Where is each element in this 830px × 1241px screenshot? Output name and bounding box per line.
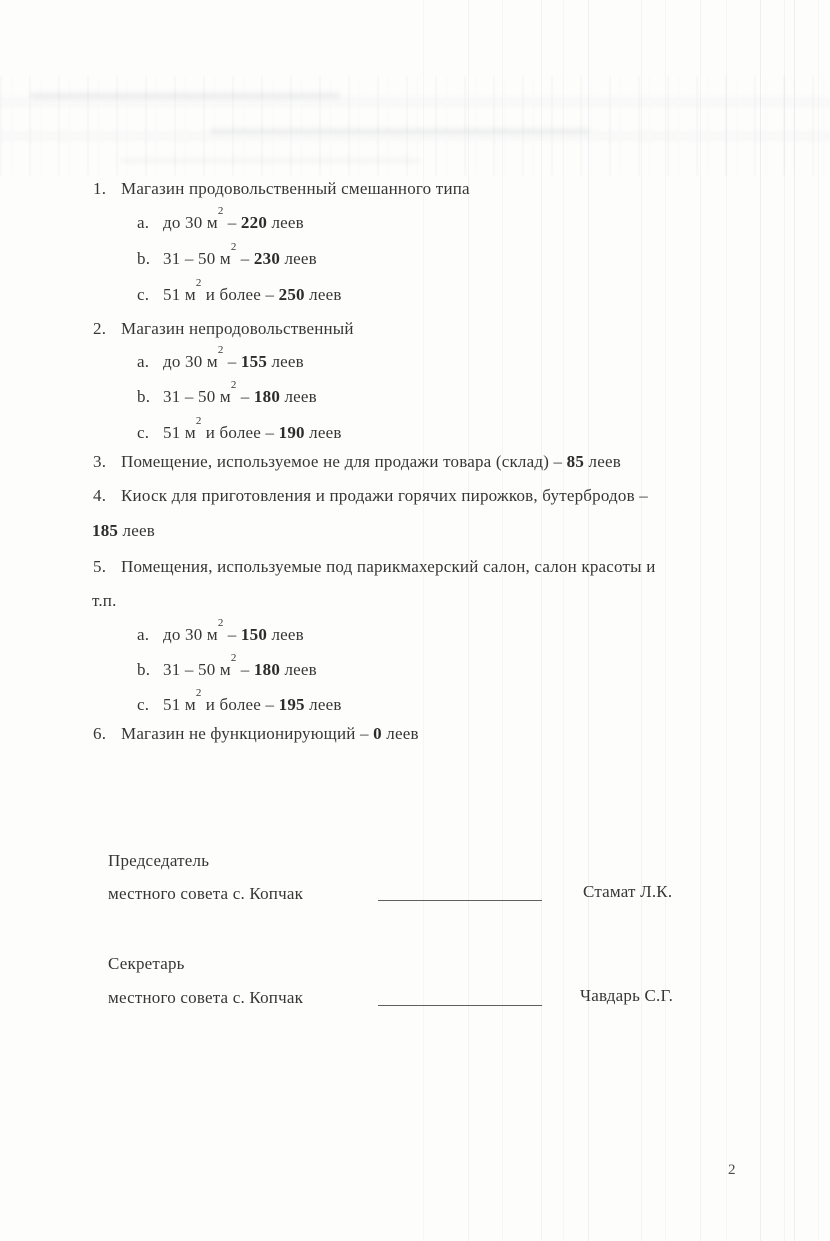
item-2b-letter: b.: [137, 387, 151, 406]
item-1a: [137, 205, 304, 234]
item-2a-letter: a.: [137, 352, 150, 371]
item-1a-text: до 30 $м^2 - 220$ леев: [163, 205, 304, 232]
item-5a-text: до 30 $м^2 - 150$ леев: [163, 617, 304, 644]
scan-streak: [641, 0, 642, 1241]
item-5: [93, 556, 656, 578]
superscript-2: 2: [217, 344, 224, 357]
item-5-text: Помещения, используемые под парикмахерский салон, салон красоты и: [121, 557, 656, 576]
item-6-number: 6.: [93, 724, 107, 743]
item-1b: [137, 241, 317, 270]
item-2c-letter: c.: [137, 423, 150, 442]
item-2b: [137, 379, 317, 408]
item-2c: [137, 415, 342, 444]
chairman-role-line1: Председатель: [108, 851, 210, 870]
item-3-number: 3.: [93, 452, 107, 471]
scan-streak: [588, 0, 589, 1241]
superscript-2: 2: [230, 652, 237, 665]
tariff-value: 230: [253, 249, 281, 268]
item-2b-text: 31 – 50 $м^2 - 180$ леев: [163, 379, 317, 406]
scan-streak: [700, 0, 701, 1241]
item-2a-text: до 30 $м^2 - 155$ леев: [163, 344, 304, 371]
scan-streak: [794, 0, 795, 1241]
item-5a-letter: a.: [137, 625, 150, 644]
item-4: [93, 485, 648, 507]
superscript-2: 2: [195, 277, 202, 290]
item-1-number: 1.: [93, 179, 107, 198]
tariff-value: 250: [278, 285, 305, 304]
item-5c-letter: c.: [137, 695, 150, 714]
item-3-text: Помещение, используемое не для продажи товара (склад) – 85 леев: [121, 452, 621, 471]
scan-smudge: [210, 128, 590, 134]
tariff-value: 150: [240, 625, 268, 644]
secretary-role-line2: местного совета с. Копчак: [108, 988, 304, 1007]
tariff-value: 180: [253, 387, 281, 406]
tariff-value: 155: [240, 352, 268, 371]
page-number: 2: [728, 1162, 736, 1178]
item-5a: [137, 617, 304, 646]
item-2-number: 2.: [93, 319, 107, 338]
item-1: [93, 178, 470, 200]
item-4-continuation: 185 леев: [92, 521, 155, 540]
item-1c-text: 51 $м^2$ и более – 250 леев: [163, 277, 342, 304]
item-2c-text: 51 $м^2$ и более – 190 леев: [163, 415, 342, 442]
item-5c-text: 51 $м^2$ и более – 195 леев: [163, 687, 342, 714]
tariff-value: 220: [240, 213, 268, 232]
scan-streak: [502, 0, 503, 1241]
item-5-number: 5.: [93, 557, 107, 576]
secretary-name: Чавдарь С.Г.: [580, 986, 674, 1005]
scan-smudge: [30, 92, 340, 99]
item-1c: [137, 277, 342, 306]
item-2a: [137, 344, 304, 373]
tariff-value: 195: [278, 695, 305, 714]
chairman-signature-line: [378, 900, 542, 901]
secretary-signature-line: [378, 1005, 542, 1006]
item-2-text: Магазин непродовольственный: [121, 319, 354, 338]
item-6-text: Магазин не функционирующий – 0 леев: [121, 724, 419, 743]
tariff-value: 185: [92, 521, 119, 540]
item-4-text: Киоск для приготовления и продажи горячих пирожков, бутербродов –: [121, 486, 648, 505]
item-5b-letter: b.: [137, 660, 151, 679]
item-6: [93, 723, 419, 745]
item-4-number: 4.: [93, 486, 107, 505]
scan-streak: [541, 0, 542, 1241]
item-1c-letter: c.: [137, 285, 150, 304]
item-2: [93, 318, 354, 340]
superscript-2: 2: [230, 241, 237, 254]
item-3: [93, 451, 621, 473]
scan-streak: [784, 0, 785, 1241]
chairman-role-line2: местного совета с. Копчак: [108, 884, 304, 903]
scan-streak: [665, 0, 666, 1241]
item-1b-letter: b.: [137, 249, 151, 268]
scan-streak: [818, 0, 819, 1241]
item-1b-text: 31 – 50 $м^2 - 230$ леев: [163, 241, 317, 268]
chairman-name: Стамат Л.К.: [583, 882, 673, 901]
item-5c: [137, 687, 342, 716]
superscript-2: 2: [195, 415, 202, 428]
scan-streak: [760, 0, 761, 1241]
item-5-continuation-text: т.п.: [92, 591, 117, 610]
tariff-value: 0: [373, 724, 382, 743]
item-5-continuation: [92, 590, 117, 612]
tariff-value: 85: [566, 452, 585, 471]
superscript-2: 2: [195, 687, 202, 700]
tariff-value: 190: [278, 423, 305, 442]
secretary-role-line1: Секретарь: [108, 954, 185, 973]
item-1a-letter: a.: [137, 213, 150, 232]
scan-streak: [563, 0, 564, 1241]
superscript-2: 2: [217, 617, 224, 630]
item-5b-text: 31 – 50 $м^2 - 180$ леев: [163, 652, 317, 679]
tariff-value: 180: [253, 660, 281, 679]
superscript-2: 2: [217, 205, 224, 218]
scan-streak: [726, 0, 727, 1241]
superscript-2: 2: [230, 379, 237, 392]
item-5b: [137, 652, 317, 681]
item-1-text: Магазин продовольственный смешанного типа: [121, 179, 470, 198]
scan-smudge: [120, 158, 420, 163]
